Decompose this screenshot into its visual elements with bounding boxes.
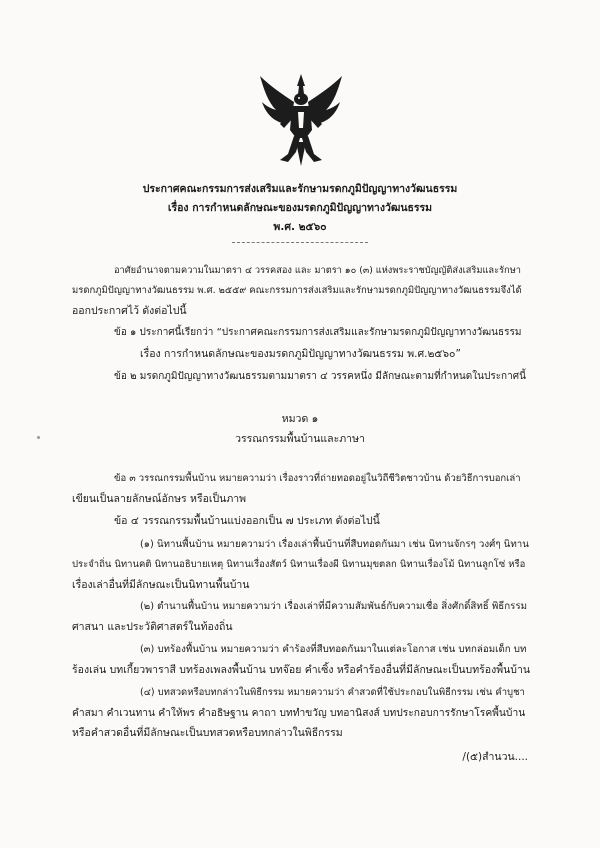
preamble-line-1: อาศัยอำนาจตามความในมาตรา ๔ วรรคสอง และ มาตรา ๑๐ (๓) แห่งพระราชบัญญัติส่งเสริมและรักษา xyxy=(114,265,521,276)
clause-1-line-1: ข้อ ๑ ประกาศนี้เรียกว่า “ประกาศคณะกรรมการส่งเสริมและรักษามรดกภูมิปัญญาทางวัฒนธรรม xyxy=(114,327,522,338)
item-4-line-2: คำสมา คำเวนทาน คำให้พร คำอธิษฐาน คาถา บททำขวัญ บทอานิสงส์ บทประกอบการรักษาโรคพื้นบ้าน xyxy=(72,707,526,719)
clause-4: ข้อ ๔ วรรณกรรมพื้นบ้านแบ่งออกเป็น ๗ ประเภท ดังต่อไปนี้ xyxy=(114,515,380,527)
clause-2: ข้อ ๒ มรดกภูมิปัญญาทางวัฒนธรรมตามมาตรา ๔ วรรคหนึ่ง มีลักษณะตามที่กำหนดในประกาศนี้ xyxy=(114,371,526,382)
item-3-line-2: ร้องเล่น บทเกี้ยวพาราสี บทร้องเพลงพื้นบ้าน บทจ๊อย คำเซิ้ง หรือคำร้องอื่นที่มีลักษณะเป็นบทร้องพื้นบ้าน xyxy=(72,664,531,676)
item-4-line-1: (๔) บทสวดหรือบทกล่าวในพิธีกรรม หมายความว่า คำสวดที่ใช้ประกอบในพิธีกรรม เช่น คำบูชา xyxy=(140,687,525,698)
header-year: พ.ศ. ๒๕๖๐ xyxy=(273,221,327,233)
continuation-marker: /(๕)สำนวน.... xyxy=(462,751,528,763)
item-1-line-2: ประจำถิ่น นิทานคติ นิทานอธิบายเหตุ นิทานเรื่องสัตว์ นิทานเรื่องผี นิทานมุขตลก นิทานเรื่องโม้ นิทานลูกโซ่ หรือ xyxy=(72,559,526,570)
header-divider xyxy=(232,242,368,243)
item-1-line-3: เรื่องเล่าอื่นที่มีลักษณะเป็นนิทานพื้นบ้าน xyxy=(72,579,250,591)
document-header xyxy=(0,180,600,237)
header-title: ประกาศคณะกรรมการส่งเสริมและรักษามรดกภูมิปัญญาทางวัฒนธรรม xyxy=(142,183,458,195)
item-2-line-2: ศาสนา และประวัติศาสตร์ในท้องถิ่น xyxy=(72,621,233,633)
clause-1-line-2: เรื่อง การกำหนดลักษณะของมรดกภูมิปัญญาทางวัฒนธรรม พ.ศ.๒๕๖๐” xyxy=(140,348,461,360)
item-2-line-1: (๒) ตำนานพื้นบ้าน หมายความว่า เรื่องเล่าที่มีความสัมพันธ์กับความเชื่อ สิ่งศักดิ์สิทธิ์ พิธีกรรม xyxy=(140,601,528,612)
scan-speck xyxy=(37,436,40,439)
section-title: วรรณกรรมพื้นบ้านและภาษา xyxy=(235,433,365,445)
preamble-line-2: มรดกภูมิปัญญาทางวัฒนธรรม พ.ศ. ๒๕๕๙ คณะกรรมการส่งเสริมและรักษามรดกภูมิปัญญาทางวัฒนธรรมจึงได้ xyxy=(72,285,522,296)
clause-3-line-2: เขียนเป็นลายลักษณ์อักษร หรือเป็นภาพ xyxy=(72,493,247,505)
preamble-line-3: ออกประกาศไว้ ดังต่อไปนี้ xyxy=(72,305,187,317)
item-4-line-3: หรือคำสวดอื่นที่มีลักษณะเป็นบทสวดหรือบทกล่าวในพิธีกรรม xyxy=(72,727,343,739)
header-subject: เรื่อง การกำหนดลักษณะของมรดกภูมิปัญญาทางวัฒนธรรม xyxy=(167,202,433,214)
section-number: หมวด ๑ xyxy=(281,413,319,425)
item-1-line-1: (๑) นิทานพื้นบ้าน หมายความว่า เรื่องเล่าพื้นบ้านที่สืบทอดกันมา เช่น นิทานจักรๆ วงศ์ๆ นิทาน xyxy=(140,539,529,550)
clause-3-line-1: ข้อ ๓ วรรณกรรมพื้นบ้าน หมายความว่า เรื่องราวที่ถ่ายทอดอยู่ในวิถีชีวิตชาวบ้าน ด้วยวิธีการบอกเล่า xyxy=(114,473,521,484)
item-3-line-1: (๓) บทร้องพื้นบ้าน หมายความว่า คำร้องที่สืบทอดกันมาในแต่ละโอกาส เช่น บทกล่อมเด็ก บท xyxy=(140,644,527,655)
garuda-emblem-icon xyxy=(258,72,344,168)
